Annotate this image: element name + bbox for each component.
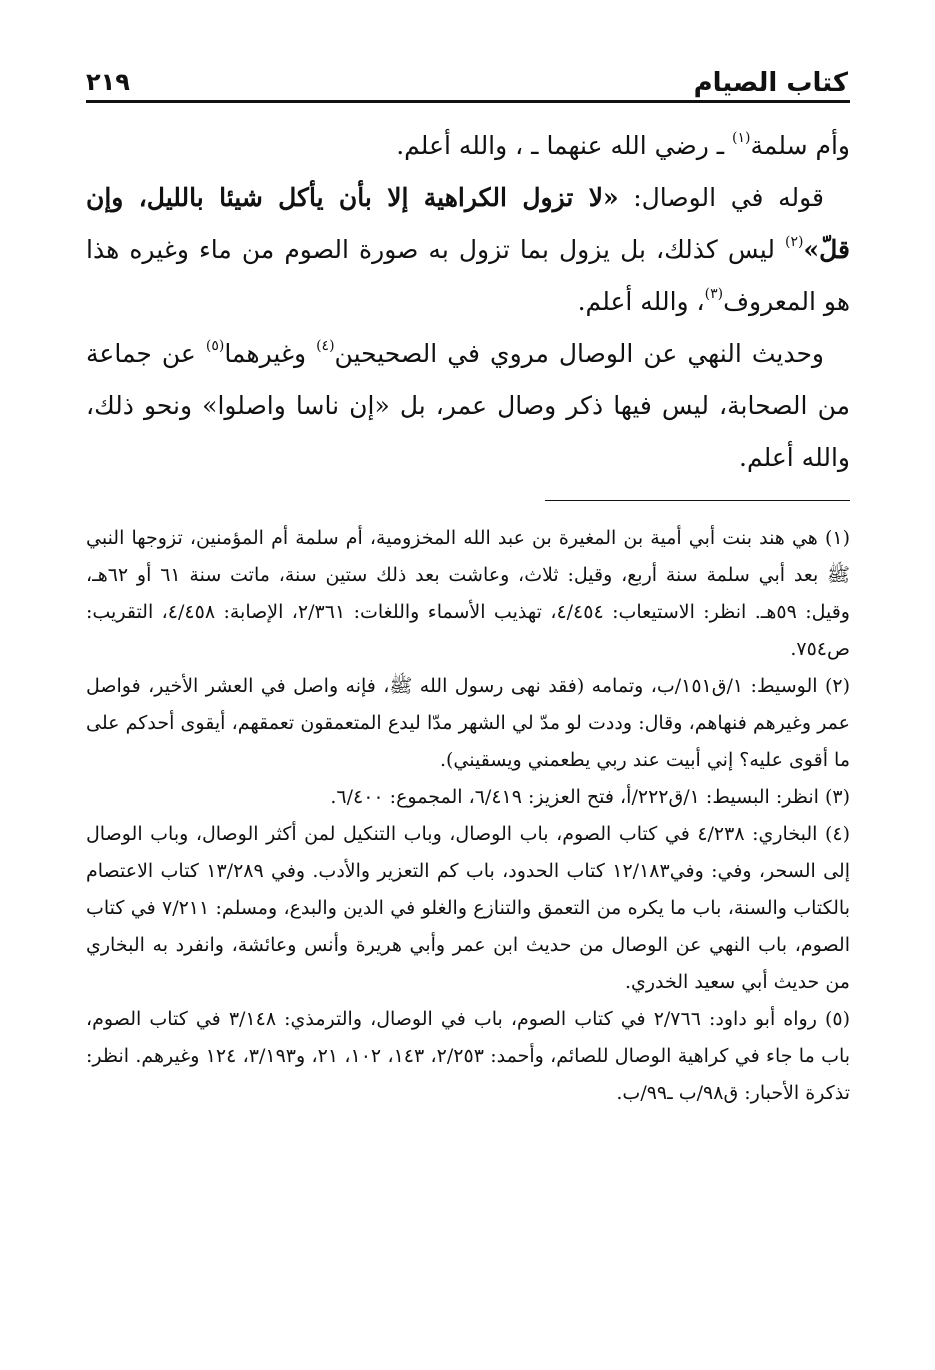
- main-text: [86, 120, 850, 484]
- footnote-ref-4[interactable]: (٤): [316, 338, 335, 354]
- footnotes: [86, 520, 850, 1112]
- p2-end: ، والله أعلم.: [577, 287, 705, 316]
- footnote-3: [86, 779, 850, 816]
- p3-a: وحديث النهي عن الوصال مروي في الصحيحين: [334, 339, 824, 368]
- p2-lead: قوله في الوصال:: [618, 183, 824, 212]
- p2-rest: ليس كذلك، بل يزول بما تزول به صورة الصوم من ماء وغيره هذا هو المعروف: [86, 235, 850, 316]
- footnote-1: [86, 520, 850, 668]
- p2-quote: «لا تزول الكراهية إلا بأن يأكل شيئا بالليل، وإن قلّ»: [86, 183, 850, 264]
- footnote-3-mark: (٣): [824, 786, 850, 808]
- p3-c: عن جماعة من الصحابة، ليس فيها ذكر وصال عمر، بل «إن ناسا واصلوا» ونحو ذلك، والله أعلم.: [86, 339, 850, 472]
- paragraph-1: [86, 120, 850, 172]
- footnote-ref-5[interactable]: (٥): [205, 338, 225, 354]
- footnote-4-mark: (٤): [824, 823, 850, 845]
- paragraph-2: [86, 172, 850, 328]
- p1-text: وأم سلمة: [750, 131, 850, 160]
- footnote-5: [86, 1001, 850, 1112]
- paragraph-3: [86, 328, 850, 484]
- footnote-1-mark: (١): [824, 527, 850, 549]
- footnote-separator: [545, 500, 850, 501]
- footnote-ref-3[interactable]: (٣): [704, 286, 724, 302]
- footnote-3-text: انظر: البسيط: ١/ق٢٢٢/أ، فتح العزيز: ٦/٤١٩، المجموع: ٦/٤٠٠.: [330, 786, 825, 808]
- footnote-1-text: هي هند بنت أبي أمية بن المغيرة بن عبد الله المخزومية، أم سلمة أم المؤمنين، تزوجها النبي ﷺ بعد أبي سلمة سنة أربع، وقيل: ثلاث، وعاشت بعد ذلك ستين سنة، ماتت سنة ٦١ أو ٦٢هـ، وقيل: ٥٩هـ. انظر: الاستيعاب: ٤/٤٥٤، تهذيب الأسماء واللغات: ٢/٣٦١، الإصابة: ٤/٤٥٨، التقريب: ص٧٥٤.: [86, 527, 850, 660]
- chapter-title: كتاب الصيام: [693, 68, 848, 98]
- footnote-ref-1[interactable]: (١): [732, 130, 751, 146]
- footnote-2-mark: (٢): [824, 675, 850, 697]
- footnote-5-mark: (٥): [824, 1008, 850, 1030]
- page-number: ٢١٩: [86, 68, 130, 96]
- running-header: [86, 66, 850, 103]
- footnote-2-text: الوسيط: ١/ق١٥١/ب، وتمامه (فقد نهى رسول الله ﷺ، فإنه واصل في العشر الأخير، فواصل عمر وغيرهم فنهاهم، وقال: وددت لو مدّ لي الشهر مدّا ليدع المتعمقون تعمقهم، أيقوى أحدكم على ما أقوى عليه؟ إني أبيت عند ربي يطعمني ويسقيني).: [86, 675, 850, 771]
- footnote-5-text: رواه أبو داود: ٢/٧٦٦ في كتاب الصوم، باب في الوصال، والترمذي: ٣/١٤٨ في كتاب الصوم، باب ما جاء في كراهية الوصال للصائم، وأحمد: ٢/٢٥٣، ١٤٣، ١٠٢، ٢١، و٣/١٩٣، ١٢٤ وغيرهم. انظر: تذكرة الأحبار: ق٩٨/ب ـ٩٩/ب.: [86, 1008, 851, 1104]
- p3-b: وغيرهما: [224, 339, 317, 368]
- footnote-4-text: البخاري: ٤/٢٣٨ في كتاب الصوم، باب الوصال، وباب التنكيل لمن أكثر الوصال، وباب الوصال إلى السحر، وفي: وفي١٢/١٨٣ كتاب الحدود، باب كم التعزير والأدب. وفي ١٣/٢٨٩ كتاب الاعتصام بالكتاب والسنة، باب ما يكره من التعمق والتنازع والغلو في الدين والبدع، ومسلم: ٧/٢١١ في كتاب الصوم، باب النهي عن الوصال من حديث ابن عمر وأبي هريرة وأنس وعائشة، وانفرد به البخاري من حديث أبي سعيد الخدري.: [86, 823, 850, 993]
- footnote-4: [86, 816, 850, 1001]
- p1-rest: ـ رضي الله عنهما ـ ، والله أعلم.: [396, 131, 732, 160]
- footnote-ref-2[interactable]: (٢): [785, 234, 804, 250]
- footnote-2: [86, 668, 850, 779]
